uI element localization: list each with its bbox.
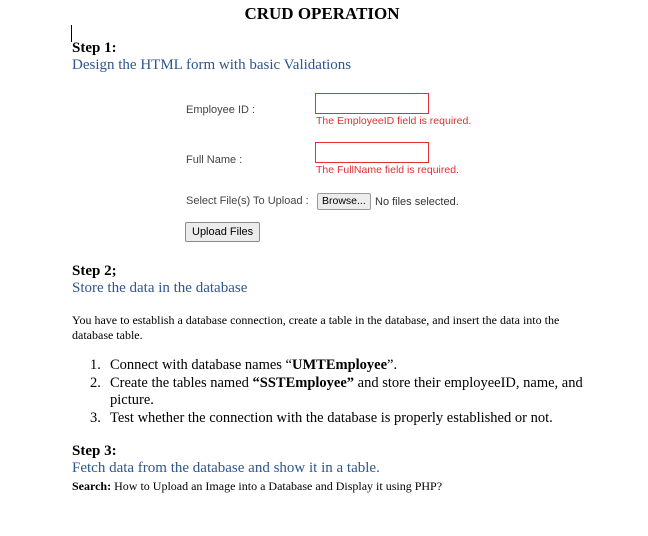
list-item-text-end: and store their employeeID, name, and picture. xyxy=(110,375,583,408)
search-line xyxy=(72,479,442,494)
full-name-input[interactable] xyxy=(315,142,429,163)
list-item xyxy=(72,375,612,409)
list-item-text: Test whether the connection with the database is properly established or not. xyxy=(110,410,553,426)
step2-subtitle: Store the data in the database xyxy=(72,280,248,296)
list-item-number: 1. xyxy=(90,357,101,373)
list-item-bold: “SSTEmployee” xyxy=(252,375,355,391)
full-name-label: Full Name : xyxy=(186,154,243,166)
search-label: Search: xyxy=(72,479,112,493)
list-item-text: Connect with database names “ xyxy=(110,357,292,373)
upload-files-button[interactable]: Upload Files xyxy=(185,222,260,242)
employee-id-error: The EmployeeID field is required. xyxy=(316,115,472,127)
step3-heading: Step 3: xyxy=(72,443,117,459)
list-item-number: 3. xyxy=(90,410,101,426)
step3-subtitle: Fetch data from the database and show it in a table. xyxy=(72,460,380,476)
list-item-text-end: ”. xyxy=(387,357,398,373)
step1-heading: Step 1: xyxy=(72,40,117,56)
employee-id-input[interactable] xyxy=(315,93,429,114)
step1-subtitle: Design the HTML form with basic Validations xyxy=(72,57,352,73)
document-title: CRUD OPERATION xyxy=(244,4,400,23)
step2-list xyxy=(72,357,612,428)
list-item xyxy=(72,357,612,374)
file-upload-label: Select File(s) To Upload : xyxy=(186,195,309,207)
list-item-bold: UMTEmployee xyxy=(292,357,388,373)
step2-paragraph: You have to establish a database connection, create a table in the database, and insert the data into the database table. xyxy=(72,313,560,342)
browse-button[interactable]: Browse... xyxy=(317,193,371,210)
search-text: How to Upload an Image into a Database and Display it using PHP? xyxy=(111,479,443,493)
list-item-number: 2. xyxy=(90,375,101,391)
list-item xyxy=(72,410,612,427)
step2-heading: Step 2; xyxy=(72,263,117,279)
list-item-text: Create the tables named xyxy=(110,375,253,391)
file-status-text: No files selected. xyxy=(375,196,459,208)
full-name-error: The FullName field is required. xyxy=(316,164,459,176)
employee-id-label: Employee ID : xyxy=(186,104,256,116)
